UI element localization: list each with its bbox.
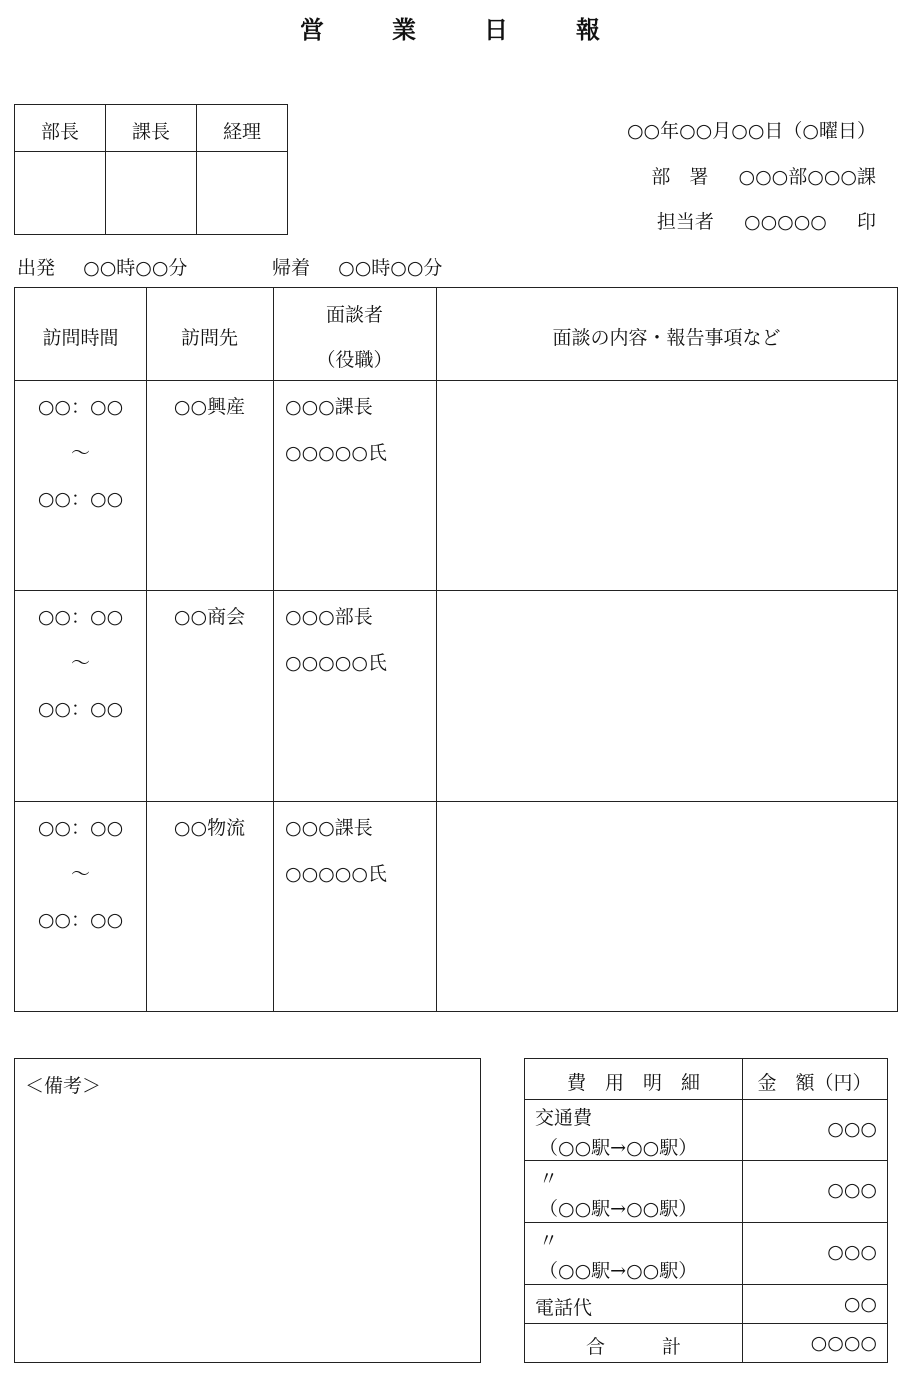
seal-mark: 印 (856, 211, 876, 233)
expense-amount[interactable]: ○○○ (827, 1118, 877, 1140)
col-header-destination: 訪問先 (180, 327, 238, 349)
remarks-label: ＜備考＞ (25, 1075, 102, 1097)
visit-table (14, 287, 898, 1012)
expense-total-amount[interactable]: ○○○○ (810, 1332, 877, 1354)
visit-time-tilde: ～ (70, 442, 90, 464)
expense-item[interactable]: 〃 (539, 1168, 559, 1190)
expense-detail[interactable]: （○○駅→○○駅） (539, 1260, 698, 1282)
visit-time-end[interactable]: ○○：○○ (37, 698, 124, 720)
visit-time-tilde: ～ (70, 652, 90, 674)
row-divider (15, 590, 897, 591)
visit-destination[interactable]: ○○興産 (173, 396, 246, 418)
row-divider (525, 1099, 887, 1100)
row-divider (525, 1160, 887, 1161)
visit-time-end[interactable]: ○○：○○ (37, 488, 124, 510)
person-line (657, 207, 876, 234)
return-line (272, 253, 442, 280)
approval-label-bucho: 部長 (40, 121, 79, 143)
row-divider (525, 1284, 887, 1285)
row-divider (15, 801, 897, 802)
departure-line (17, 253, 187, 280)
row-divider (525, 1323, 887, 1324)
page-title: 営 業 日 報 (300, 15, 622, 44)
expense-total-label: 合 計 (585, 1336, 681, 1358)
col-divider (273, 288, 274, 1011)
visit-destination[interactable]: ○○商会 (173, 606, 246, 628)
visit-interviewee-title[interactable]: ○○○課長 (285, 817, 373, 839)
expense-item[interactable]: 電話代 (535, 1297, 593, 1319)
departure-label: 出発 (17, 257, 56, 279)
visit-time-start[interactable]: ○○：○○ (37, 606, 124, 628)
department-value[interactable]: ○○○部○○○課 (738, 166, 876, 188)
approval-divider (15, 151, 287, 152)
row-divider (15, 380, 897, 381)
approval-label-keiri: 経理 (222, 121, 261, 143)
report-date[interactable]: ○○年○○月○○日（○曜日） (626, 120, 876, 142)
visit-interviewee-name[interactable]: ○○○○○氏 (285, 863, 387, 885)
col-divider (742, 1059, 743, 1362)
row-divider (525, 1222, 887, 1223)
expense-item[interactable]: 〃 (539, 1230, 559, 1252)
col-header-interviewee-sub: （役職） (316, 349, 393, 371)
visit-time-start[interactable]: ○○：○○ (37, 396, 124, 418)
return-label: 帰着 (272, 257, 311, 279)
departure-time[interactable]: ○○時○○分 (83, 257, 188, 279)
expense-amount[interactable]: ○○○ (827, 1241, 877, 1263)
approval-stamp-box (14, 104, 288, 235)
return-time[interactable]: ○○時○○分 (338, 257, 443, 279)
expense-amount[interactable]: ○○ (843, 1293, 877, 1315)
col-header-interviewee: 面談者 (325, 304, 383, 326)
col-header-time: 訪問時間 (42, 327, 119, 349)
approval-col-bucho[interactable] (15, 105, 106, 234)
approval-label-kacho: 課長 (131, 121, 170, 143)
visit-time-tilde: ～ (70, 863, 90, 885)
expense-detail[interactable]: （○○駅→○○駅） (539, 1198, 698, 1220)
visit-time-start[interactable]: ○○：○○ (37, 817, 124, 839)
visit-destination[interactable]: ○○物流 (173, 817, 246, 839)
visit-time-end[interactable]: ○○：○○ (37, 909, 124, 931)
expense-amount[interactable]: ○○○ (827, 1179, 877, 1201)
department-label: 部 署 (651, 166, 709, 188)
visit-interviewee-title[interactable]: ○○○課長 (285, 396, 373, 418)
visit-interviewee-title[interactable]: ○○○部長 (285, 606, 373, 628)
department-line (651, 162, 876, 189)
visit-interviewee-name[interactable]: ○○○○○氏 (285, 442, 387, 464)
approval-col-keiri[interactable] (197, 105, 287, 234)
visit-interviewee-name[interactable]: ○○○○○氏 (285, 652, 387, 674)
remarks-box[interactable] (14, 1058, 481, 1363)
expense-header-amount: 金 額（円） (757, 1072, 872, 1094)
person-value[interactable]: ○○○○○ (743, 211, 827, 233)
expense-header-item: 費 用 明 細 (566, 1072, 700, 1094)
expense-table (524, 1058, 888, 1363)
col-divider (436, 288, 437, 1011)
col-header-content: 面談の内容・報告事項など (552, 327, 781, 349)
expense-item[interactable]: 交通費 (535, 1107, 593, 1129)
person-label: 担当者 (656, 211, 714, 233)
approval-col-kacho[interactable] (106, 105, 197, 234)
expense-detail[interactable]: （○○駅→○○駅） (539, 1137, 698, 1159)
